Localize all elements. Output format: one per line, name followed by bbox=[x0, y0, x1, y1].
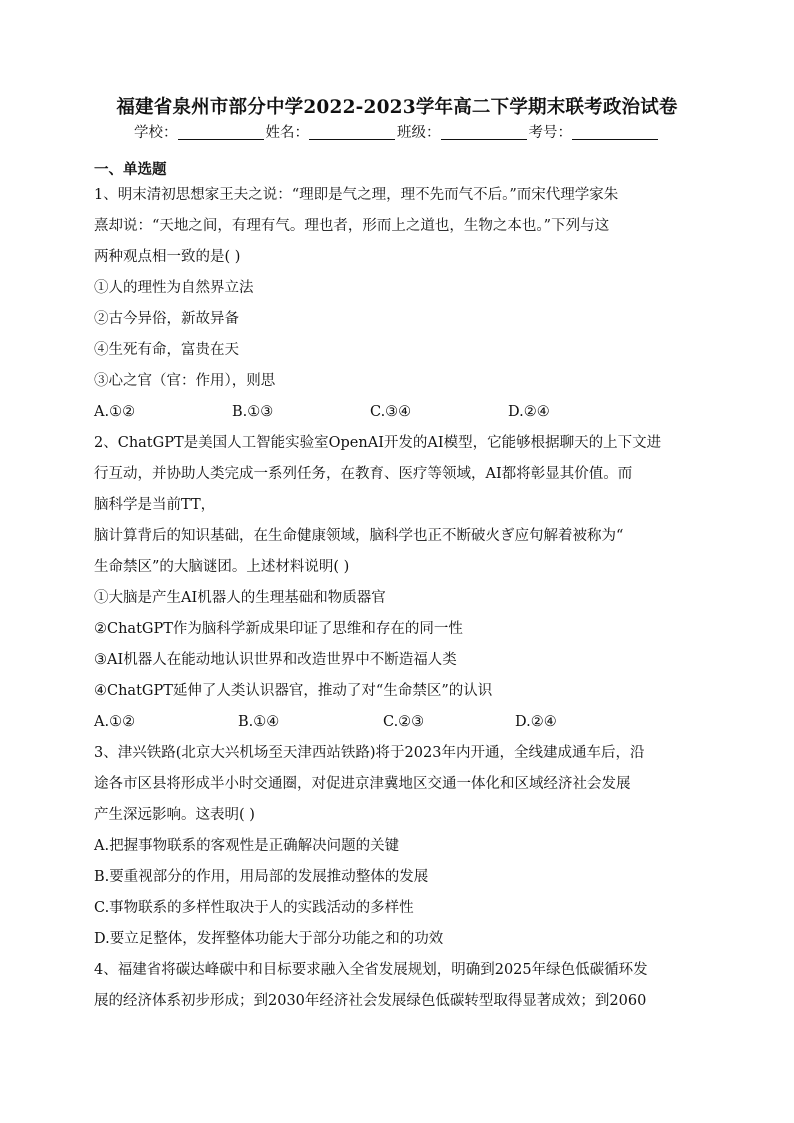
question-stem-line: 熹却说：“天地之间，有理有气。理也者，形而上之道也，生物之本也。”下列与这 bbox=[94, 218, 610, 234]
question-stem-line: 途各市区县将形成半小时交通圈，对促进京津冀地区交通一体化和区域经济社会发展 bbox=[94, 776, 631, 792]
school-blank[interactable] bbox=[178, 125, 264, 140]
option-b[interactable]: B.①③ bbox=[232, 404, 274, 420]
school-label: 学校： bbox=[134, 125, 178, 141]
question-stem-line: 生命禁区”的大脑谜团。上述材料说明( ) bbox=[94, 559, 350, 575]
option-c[interactable]: C.事物联系的多样性取决于人的实践活动的多样性 bbox=[94, 900, 414, 916]
option-b[interactable]: B.要重视部分的作用，用局部的发展推动整体的发展 bbox=[94, 869, 429, 885]
answer-options bbox=[94, 397, 700, 428]
question-stem-line: 脑科学是当前TT， bbox=[94, 497, 216, 513]
statement-item: ④生死有命，富贵在天 bbox=[94, 342, 239, 358]
question-stem-line: 展的经济体系初步形成；到2030年经济社会发展绿色低碳转型取得显著成效；到2060 bbox=[94, 993, 647, 1009]
statement-item: ②ChatGPT作为脑科学新成果印证了思维和存在的同一性 bbox=[94, 621, 463, 637]
question-2 bbox=[94, 428, 700, 738]
question-4 bbox=[94, 955, 700, 1017]
question-1 bbox=[94, 180, 700, 428]
question-stem-line: 4、福建省将碳达峰碳中和目标要求融入全省发展规划，明确到2025年绿色低碳循环发 bbox=[94, 962, 648, 978]
name-blank[interactable] bbox=[309, 125, 395, 140]
class-label: 班级： bbox=[397, 125, 441, 141]
option-b[interactable]: B.①④ bbox=[238, 714, 280, 730]
question-stem-line: 产生深远影响。这表明( ) bbox=[94, 807, 255, 823]
class-blank[interactable] bbox=[441, 125, 527, 140]
statement-item: ④ChatGPT延伸了人类认识器官，推动了对“生命禁区”的认识 bbox=[94, 683, 493, 699]
option-c[interactable]: C.③④ bbox=[370, 404, 412, 420]
answer-options bbox=[94, 707, 700, 738]
question-stem-line: 行互动，并协助人类完成一系列任务，在教育、医疗等领域，AI都将彰显其价值。而 bbox=[94, 466, 633, 482]
statement-item: ①大脑是产生AI机器人的生理基础和物质器官 bbox=[94, 590, 386, 606]
question-stem-line: 两种观点相一致的是( ) bbox=[94, 249, 241, 265]
option-a[interactable]: A.把握事物联系的客观性是正确解决问题的关键 bbox=[94, 838, 400, 854]
exam-number-blank[interactable] bbox=[572, 125, 658, 140]
exam-number-label: 考号： bbox=[528, 125, 572, 141]
question-stem-line: 脑计算背后的知识基础，在生命健康领域，脑科学也正不断破火ぎ应句解着被称为“ bbox=[94, 528, 624, 544]
option-a[interactable]: A.①② bbox=[94, 404, 136, 420]
statement-item: ②古今异俗，新故异备 bbox=[94, 311, 239, 327]
statement-item: ③AI机器人在能动地认识世界和改造世界中不断造福人类 bbox=[94, 652, 457, 668]
question-stem-line: 3、津兴铁路(北京大兴机场至天津西站铁路)将于2023年内开通，全线建成通车后，沿 bbox=[94, 745, 645, 761]
option-c[interactable]: C.②③ bbox=[383, 714, 425, 730]
statement-item: ①人的理性为自然界立法 bbox=[94, 280, 254, 296]
option-a[interactable]: A.①② bbox=[94, 714, 136, 730]
question-stem-line: 1、明末清初思想家王夫之说：“理即是气之理，理不先而气不后。”而宋代理学家朱 bbox=[94, 187, 619, 203]
question-3 bbox=[94, 738, 700, 955]
option-d[interactable]: D.②④ bbox=[515, 714, 557, 730]
name-label: 姓名： bbox=[265, 125, 309, 141]
exam-title: 福建省泉州市部分中学2022-2023学年高二下学期末联考政治试卷 bbox=[116, 97, 678, 118]
question-stem-line: 2、ChatGPT是美国人工智能实验室OpenAI开发的AI模型，它能够根据聊天的上下文进 bbox=[94, 435, 662, 451]
option-d[interactable]: D.②④ bbox=[508, 404, 550, 420]
option-d[interactable]: D.要立足整体，发挥整体功能大于部分功能之和的功效 bbox=[94, 931, 444, 947]
student-info-line bbox=[94, 122, 700, 144]
section-heading: 一、单选题 bbox=[94, 161, 167, 178]
statement-item: ③心之官（官：作用），则思 bbox=[94, 373, 276, 389]
